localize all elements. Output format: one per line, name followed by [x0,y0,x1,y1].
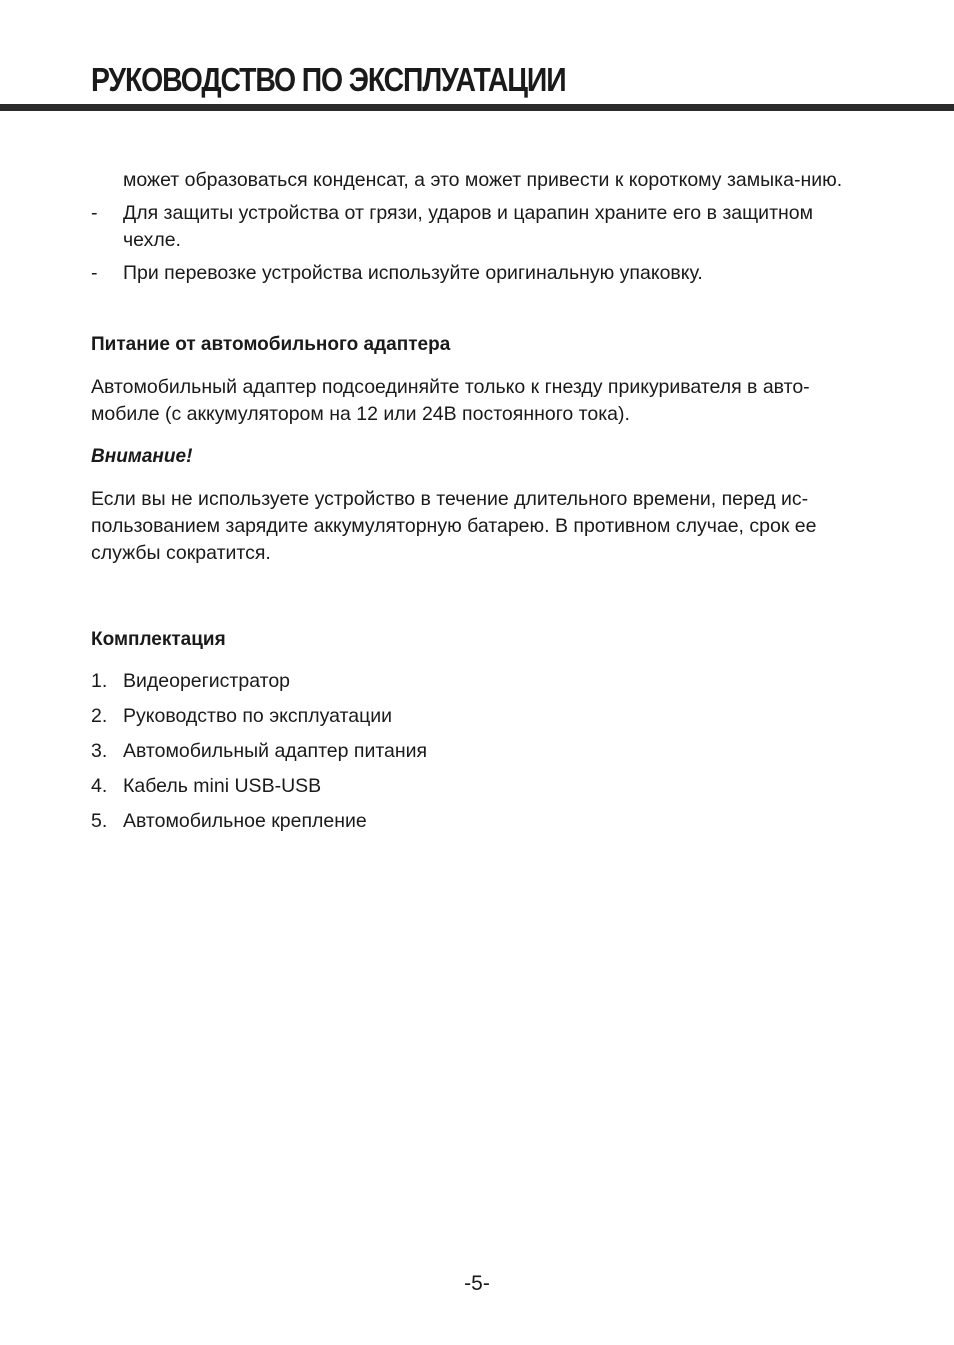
list-item-text: Автомобильный адаптер питания [123,740,428,762]
list-item [91,808,866,835]
power-section-heading: Питание от автомобильного адаптера [91,334,451,355]
list-item [91,200,866,254]
list-item [91,668,866,695]
page-header [0,0,954,112]
list-item-text: Руководство по эксплуатации [123,705,393,727]
list-item [91,738,866,765]
header-divider [0,104,954,111]
list-item-text: При перевозке устройства используйте оригинальную упаковку. [123,262,703,284]
list-item [91,703,866,730]
bullet-dash: - [91,262,98,284]
care-list [91,167,866,287]
list-item-text: может образоваться конденсат, а это может привести к короткому замыка-нию. [123,169,843,191]
bullet-dash: - [91,202,98,224]
list-number: 5. [91,810,108,832]
list-item-text: Кабель mini USB-USB [123,775,322,797]
list-number: 4. [91,775,108,797]
warning-label: Внимание! [91,446,193,467]
power-paragraph: Автомобильный адаптер подсоединяйте только к гнезду прикуривателя в авто-мобиле (с аккумулятором на 12 или 24В постоянного тока). [91,376,810,425]
page-number: -5- [464,1272,490,1295]
package-section-heading: Комплектация [91,629,226,650]
list-item-text: Для защиты устройства от грязи, ударов и царапин храните его в защитном чехле. [123,202,814,251]
list-item [91,260,866,287]
list-item [91,773,866,800]
list-item [91,167,866,194]
page-content [91,167,866,843]
warning-paragraph: Если вы не используете устройство в течение длительного времени, перед ис-пользованием зарядите аккумуляторную батарею. В противном случае, срок ее службы сократится. [91,488,817,564]
list-number: 2. [91,705,108,727]
list-number: 3. [91,740,108,762]
list-number: 1. [91,670,108,692]
list-item-text: Видеорегистратор [123,670,291,692]
page-title: РУКОВОДСТВО ПО ЭКСПЛУАТАЦИИ [91,61,566,98]
package-list [91,668,866,835]
list-item-text: Автомобильное крепление [123,810,367,832]
